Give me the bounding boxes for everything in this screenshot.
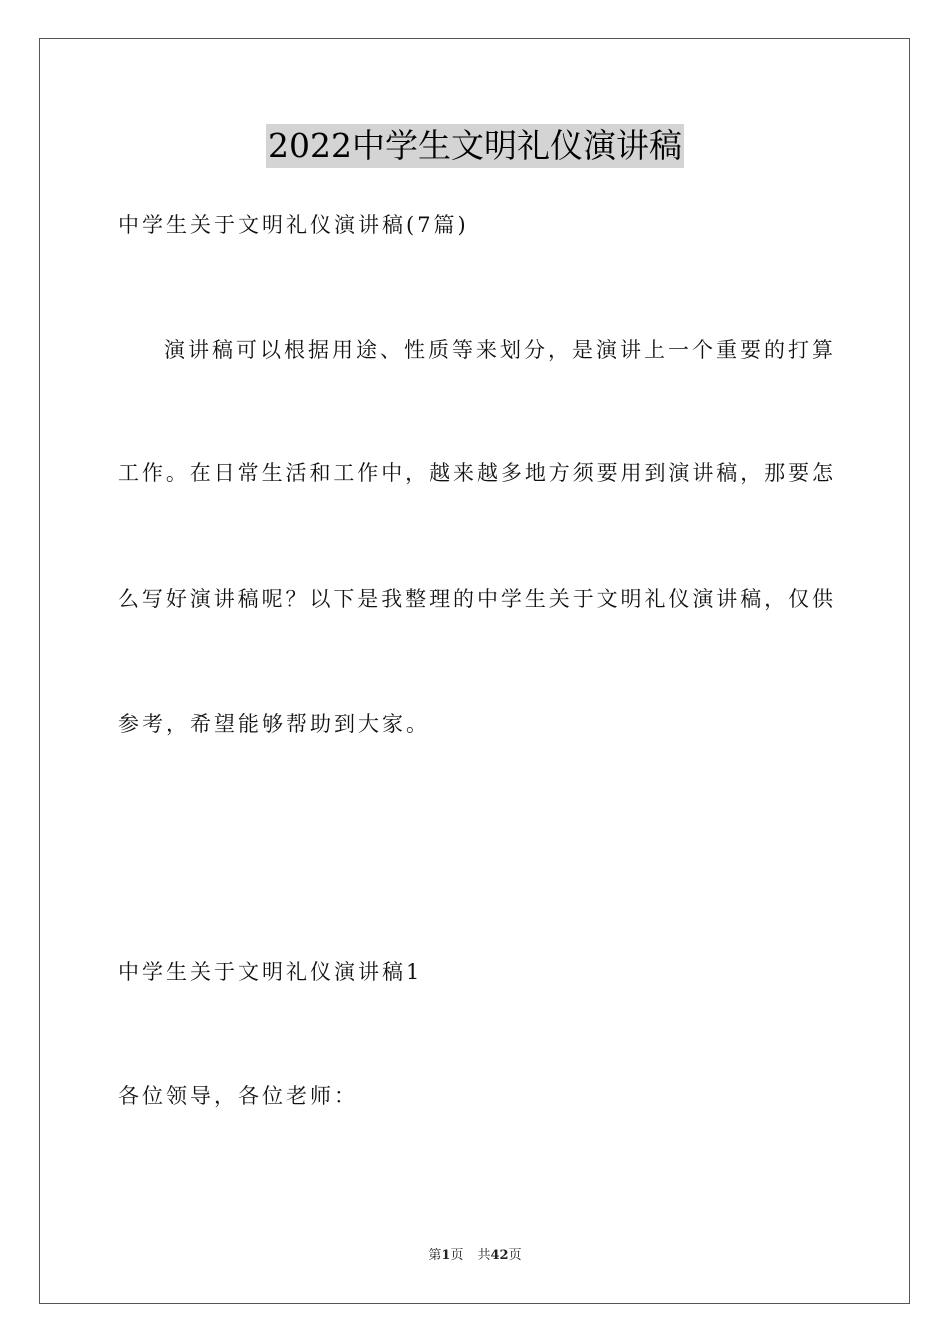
page-footer bbox=[0, 1247, 950, 1265]
intro-line-3: 么写好演讲稿呢？以下是我整理的中学生关于文明礼仪演讲稿，仅供 bbox=[118, 587, 833, 611]
document-title: 2022中学生文明礼仪演讲稿 bbox=[266, 124, 684, 168]
page-suffix: 页 bbox=[450, 1248, 464, 1263]
document-subtitle: 中学生关于文明礼仪演讲稿(7篇) bbox=[118, 213, 469, 237]
total-prefix: 共 bbox=[477, 1248, 491, 1263]
page-number: 1 bbox=[441, 1248, 451, 1263]
intro-line-2: 工作。在日常生活和工作中，越来越多地方须要用到演讲稿，那要怎 bbox=[118, 461, 833, 485]
intro-line-4: 参考，希望能够帮助到大家。 bbox=[118, 712, 430, 736]
total-pages: 42 bbox=[490, 1248, 509, 1263]
salutation: 各位领导，各位老师： bbox=[118, 1084, 358, 1108]
page-prefix: 第 bbox=[428, 1248, 442, 1263]
section-heading: 中学生关于文明礼仪演讲稿1 bbox=[118, 960, 423, 984]
title-container bbox=[0, 124, 950, 168]
total-suffix: 页 bbox=[508, 1248, 522, 1263]
intro-line-1: 演讲稿可以根据用途、性质等来划分，是演讲上一个重要的打算 bbox=[164, 338, 833, 362]
